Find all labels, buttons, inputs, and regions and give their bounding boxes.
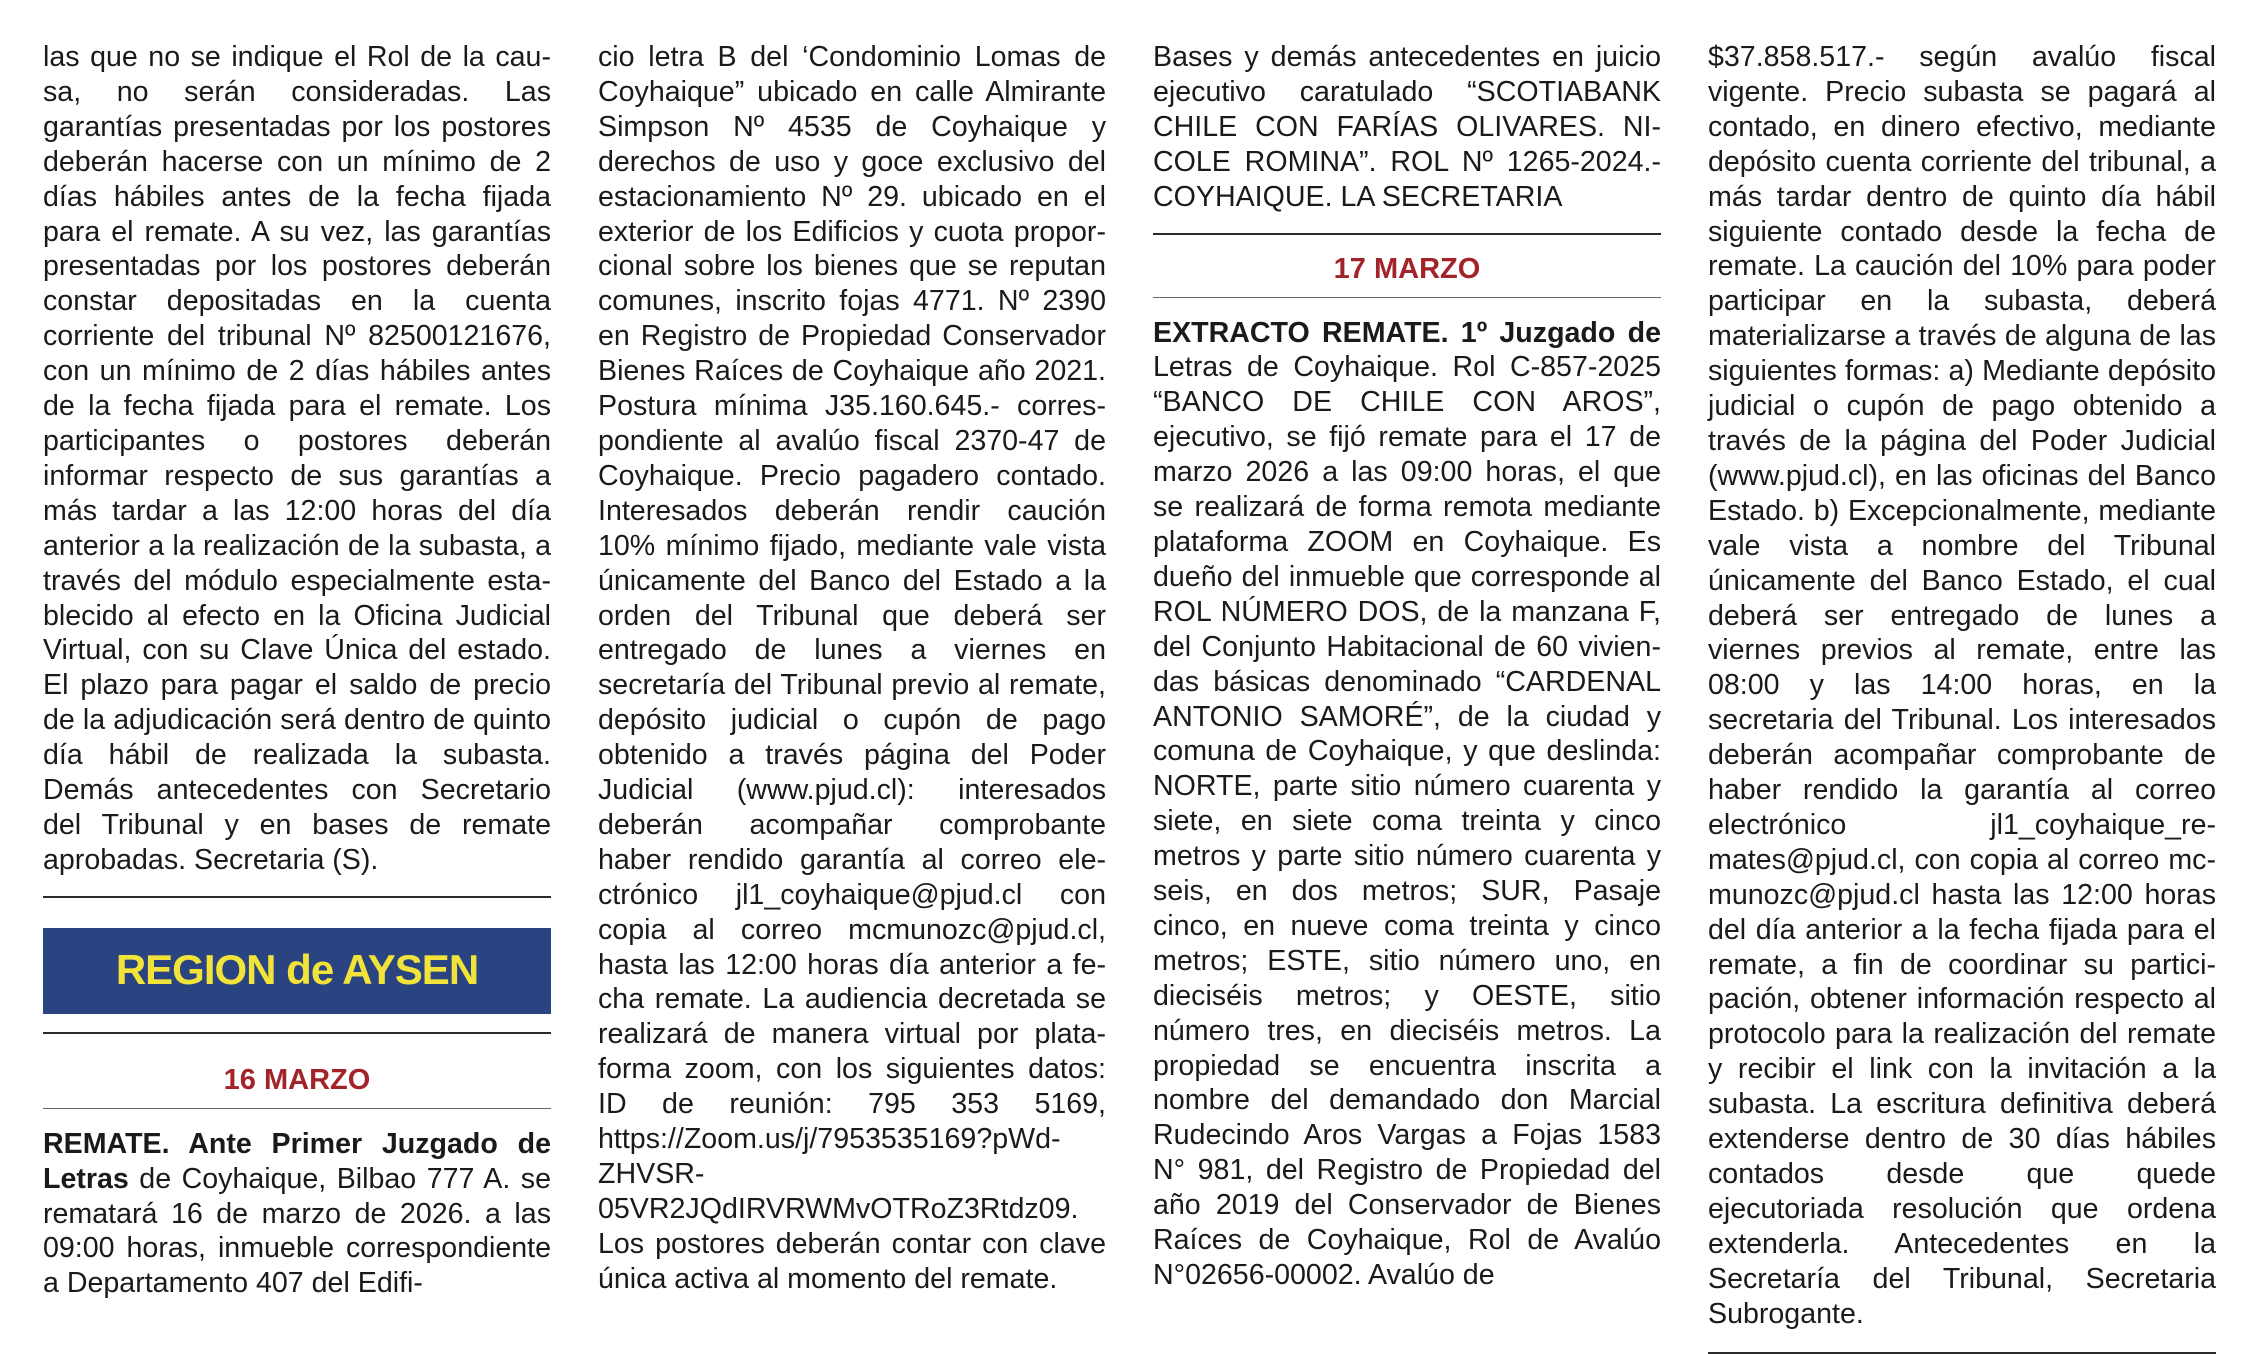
section-divider (1153, 233, 1661, 235)
date-label: 17 MARZO (1333, 252, 1481, 285)
notice-body: de Coyhaique, Bilbao 777 A. se rematará 16 de marzo de 2026. a las 09:00 horas, inmueble correspondiente a Departamento 407 del Edifi- (43, 1162, 551, 1300)
notice-heading: EXTRACTO REMATE. 1º Juzgado de (1153, 316, 1661, 349)
region-banner: REGION de AYSEN (43, 928, 551, 1014)
date-block-16-marzo (43, 1058, 551, 1109)
notice-heading: REMATE. Ante Primer Juzgado de Letras (43, 1127, 551, 1195)
notice-continuation-text: $37.858.517.- según avalúo fiscal vigente. Precio subasta se pagará al contado, en dinero efectivo, mediante depósito cuenta corriente del tribunal, a más tardar dentro de quinto día hábil siguiente contado desde la fecha de remate. La caución del 10% para poder participar en la subasta, deberá materializarse a través de alguna de las siguientes formas: a) Mediante depósito judicial o cupón de pago obtenido a través de la página del Poder Judicial (www.pjud.cl), en las oficinas del Banco Estado. b) Excepcionalmente, mediante vale vista a nombre del Tribunal únicamente del Banco Estado, el cual deberá ser entregado de lunes a viernes previos al remate, entre las 08:00 y las 14:00 horas, en la secretaria del Tribunal. Los interesados deberán acompañar comprobante de haber rendido la garantía al correo electrónico jl1_coyhaique_remates@pjud.cl, con copia al correo mcmunozc@pjud.cl hasta las 12:00 horas del día anterior a la fecha fijada para el remate, a fin de coordinar su participación, obtener información respecto al protocolo para la realización del remate y recibir el link con la invitación a la subasta. La escritura definitiva deberá extenderse dentro de 30 días hábiles contados desde que quede ejecutoriada resolución que ordena extenderla. Antecedentes en la Secretaría del Tribunal, Secretaria Subrogante. (1708, 41, 2216, 1330)
column-3 (1153, 40, 1661, 1293)
remate-notice (43, 1127, 551, 1302)
section-divider (1708, 1352, 2216, 1354)
section-divider (43, 896, 551, 898)
date-label: 16 MARZO (223, 1063, 371, 1096)
notice-continuation-text: Bases y demás antecedentes en juicio ejecutivo caratulado “SCOTIABANK CHILE CON FARÍAS OLIVARES. NICOLE ROMINA”. ROL Nº 1265-2024.- COYHAIQUE. LA SECRETARIA (1153, 41, 1661, 213)
extracto-remate-notice (1153, 316, 1661, 1293)
date-divider (1153, 297, 1661, 298)
notice-continuation-text: las que no se indique el Rol de la causa, no serán consideradas. Las garantías presentadas por los postores deberán hacerse con un mínimo de 2 días hábiles antes de la fecha fijada para el remate. A su vez, las garantías presentadas por los postores deberán constar depositadas en la cuenta corriente del tribunal Nº 82500121676, con un mínimo de 2 días hábiles antes de la fecha fijada para el remate. Los participantes o postores deberán informar respecto de sus garantías a más tardar a las 12:00 horas del día anterior a la realización de la subasta, a través del módulo especialmente establecido al efecto en la Oficina Judicial Virtual, con su Clave Única del estado. El plazo para pagar el saldo de precio de la adjudicación será dentro de quinto día hábil de realizada la subasta. Demás antecedentes con Secretario del Tribunal y en bases de remate aprobadas. Secretaria (S). (43, 41, 551, 876)
date-divider (43, 1108, 551, 1109)
notice-body: Letras de Coyhaique. Rol C-857-2025 “BANCO DE CHILE CON AROS”, ejecutivo, se fijó remate para el 17 de marzo 2026 a las 09:00 horas, el que se realizará de forma remota mediante plataforma ZOOM en Coyhaique. Es dueño del inmueble que corresponde al ROL NÚMERO DOS, de la manzana F, del Conjunto Habitacional de 60 viviendas básicas denominado “CARDENAL ANTONIO SAMORÉ”, de la ciudad y comuna de Coyhaique, y que deslinda: NORTE, parte sitio número cuarenta y siete, en siete coma treinta y cinco metros y parte sitio número cuarenta y seis, en dos metros; SUR, Pasaje cinco, en nueve coma treinta y cinco metros; ESTE, sitio número uno, en dieciséis metros; y OESTE, sitio número tres, en dieciséis metros. La propiedad se encuentra inscrita a nombre del demandado don Marcial Rudecindo Aros Vargas a Fojas 1583 N° 981, del Registro de Propiedad del año 2019 del Conservador de Bienes Raíces de Coyhaique, Rol de Avalúo N°02656-00002. Avalúo de (1153, 351, 1661, 1291)
column-4 (1708, 40, 2216, 1354)
notice-continuation-text: cio letra B del ‘Condominio Lomas de Coyhaique” ubicado en calle Almirante Simpson Nº 4535 de Coyhaique y derechos de uso y goce exclusivo del estacionamiento Nº 29. ubicado en el exterior de los Edificios y cuota proporcional sobre los bienes que se reputan comunes, inscrito fojas 4771. Nº 2390 en Registro de Propiedad Conservador Bienes Raíces de Coyhaique año 2021. Postura mínima J35.160.645.- correspondiente al avalúo fiscal 2370-47 de Coyhaique. Precio pagadero contado. Interesados deberán rendir caución 10% mínimo fijado, mediante vale vista únicamente del Banco del Estado a la orden del Tribunal que deberá ser entregado de lunes a viernes en secretaría del Tribunal previo al remate, depósito judicial o cupón de pago obtenido a través página del Poder Judicial (www.pjud.cl): interesados deberán acompañar comprobante haber rendido garantía al correo electrónico jl1_coyhaique@pjud.cl con copia al correo mcmunozc@pjud.cl, hasta las 12:00 horas día anterior a fecha remate. La audiencia decretada se realizará de manera virtual por plataforma zoom, con los siguientes datos: ID de reunión: 795 353 5169, https://Zoom.us/j/7953535169?pWd-ZHVSR-05VR2JQdIRVRWMvOTRoZ3Rtdz09. Los postores deberán contar con clave única activa al momento del remate. (598, 41, 1106, 1295)
column-2 (598, 40, 1106, 1297)
column-1 (43, 40, 551, 1301)
section-divider (43, 1032, 551, 1034)
date-block-17-marzo (1153, 247, 1661, 298)
